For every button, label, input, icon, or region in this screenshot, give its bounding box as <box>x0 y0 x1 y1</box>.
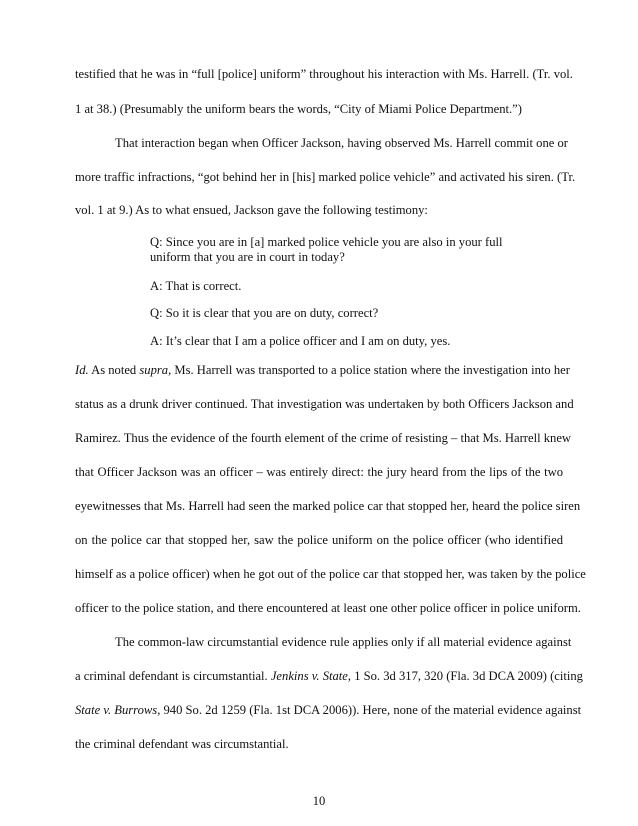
block-quote-line: Q: Since you are in [a] marked police vehicle you are also in your full <box>150 235 503 249</box>
text-line: The common-law circumstantial evidence rule applies only if all material evidence against <box>115 635 572 649</box>
text-line: Id. As noted supra, Ms. Harrell was transported to a police station where the investigation into her <box>75 363 570 377</box>
id-citation: Id. <box>75 363 89 377</box>
text-line: himself as a police officer) when he got out of the police car that stopped her, was taken by the police <box>75 567 586 581</box>
text-line: the criminal defendant was circumstantial. <box>75 737 289 751</box>
case-citation: State v. Burrows <box>75 703 158 717</box>
text-line: officer to the police station, and there encountered at least one other police officer in police uniform. <box>75 601 581 615</box>
block-quote-line: Q: So it is clear that you are on duty, correct? <box>150 306 379 320</box>
block-quote-line: A: That is correct. <box>150 279 242 293</box>
text-line: Ramirez. Thus the evidence of the fourth element of the crime of resisting – that Ms. Harrell knew <box>75 431 572 445</box>
block-quote-line: A: It’s clear that I am a police officer and I am on duty, yes. <box>150 334 451 348</box>
text-line: State v. Burrows, 940 So. 2d 1259 (Fla. 1st DCA 2006)). Here, none of the material evidence against <box>75 703 582 717</box>
text-line: on the police car that stopped her, saw the police uniform on the police officer (who identified <box>75 533 563 547</box>
text-line: testified that he was in “full [police] uniform” throughout his interaction with Ms. Harrell. (Tr. vol. <box>75 67 573 81</box>
block-quote-line: uniform that you are in court in today? <box>150 250 345 264</box>
text-line: that Officer Jackson was an officer – was entirely direct: the jury heard from the lips of the two <box>75 465 563 479</box>
text-line: That interaction began when Officer Jackson, having observed Ms. Harrell commit one or <box>115 136 568 150</box>
text-line: status as a drunk driver continued. That investigation was undertaken by both Officers Jackson and <box>75 397 574 411</box>
page-number: 10 <box>312 794 326 808</box>
text-line: 1 at 38.) (Presumably the uniform bears the words, “City of Miami Police Department.”) <box>75 102 522 116</box>
text-line: a criminal defendant is circumstantial. Jenkins v. State, 1 So. 3d 317, 320 (Fla. 3d DCA 2009) (citing <box>75 669 583 683</box>
case-citation: Jenkins v. State <box>270 669 348 683</box>
text-line: vol. 1 at 9.) As to what ensued, Jackson gave the following testimony: <box>75 203 428 217</box>
text-line: more traffic infractions, “got behind her in [his] marked police vehicle” and activated his siren. (Tr. <box>75 170 576 184</box>
text-line: eyewitnesses that Ms. Harrell had seen the marked police car that stopped her, heard the police siren <box>75 499 581 513</box>
supra-citation: supra <box>139 363 169 377</box>
